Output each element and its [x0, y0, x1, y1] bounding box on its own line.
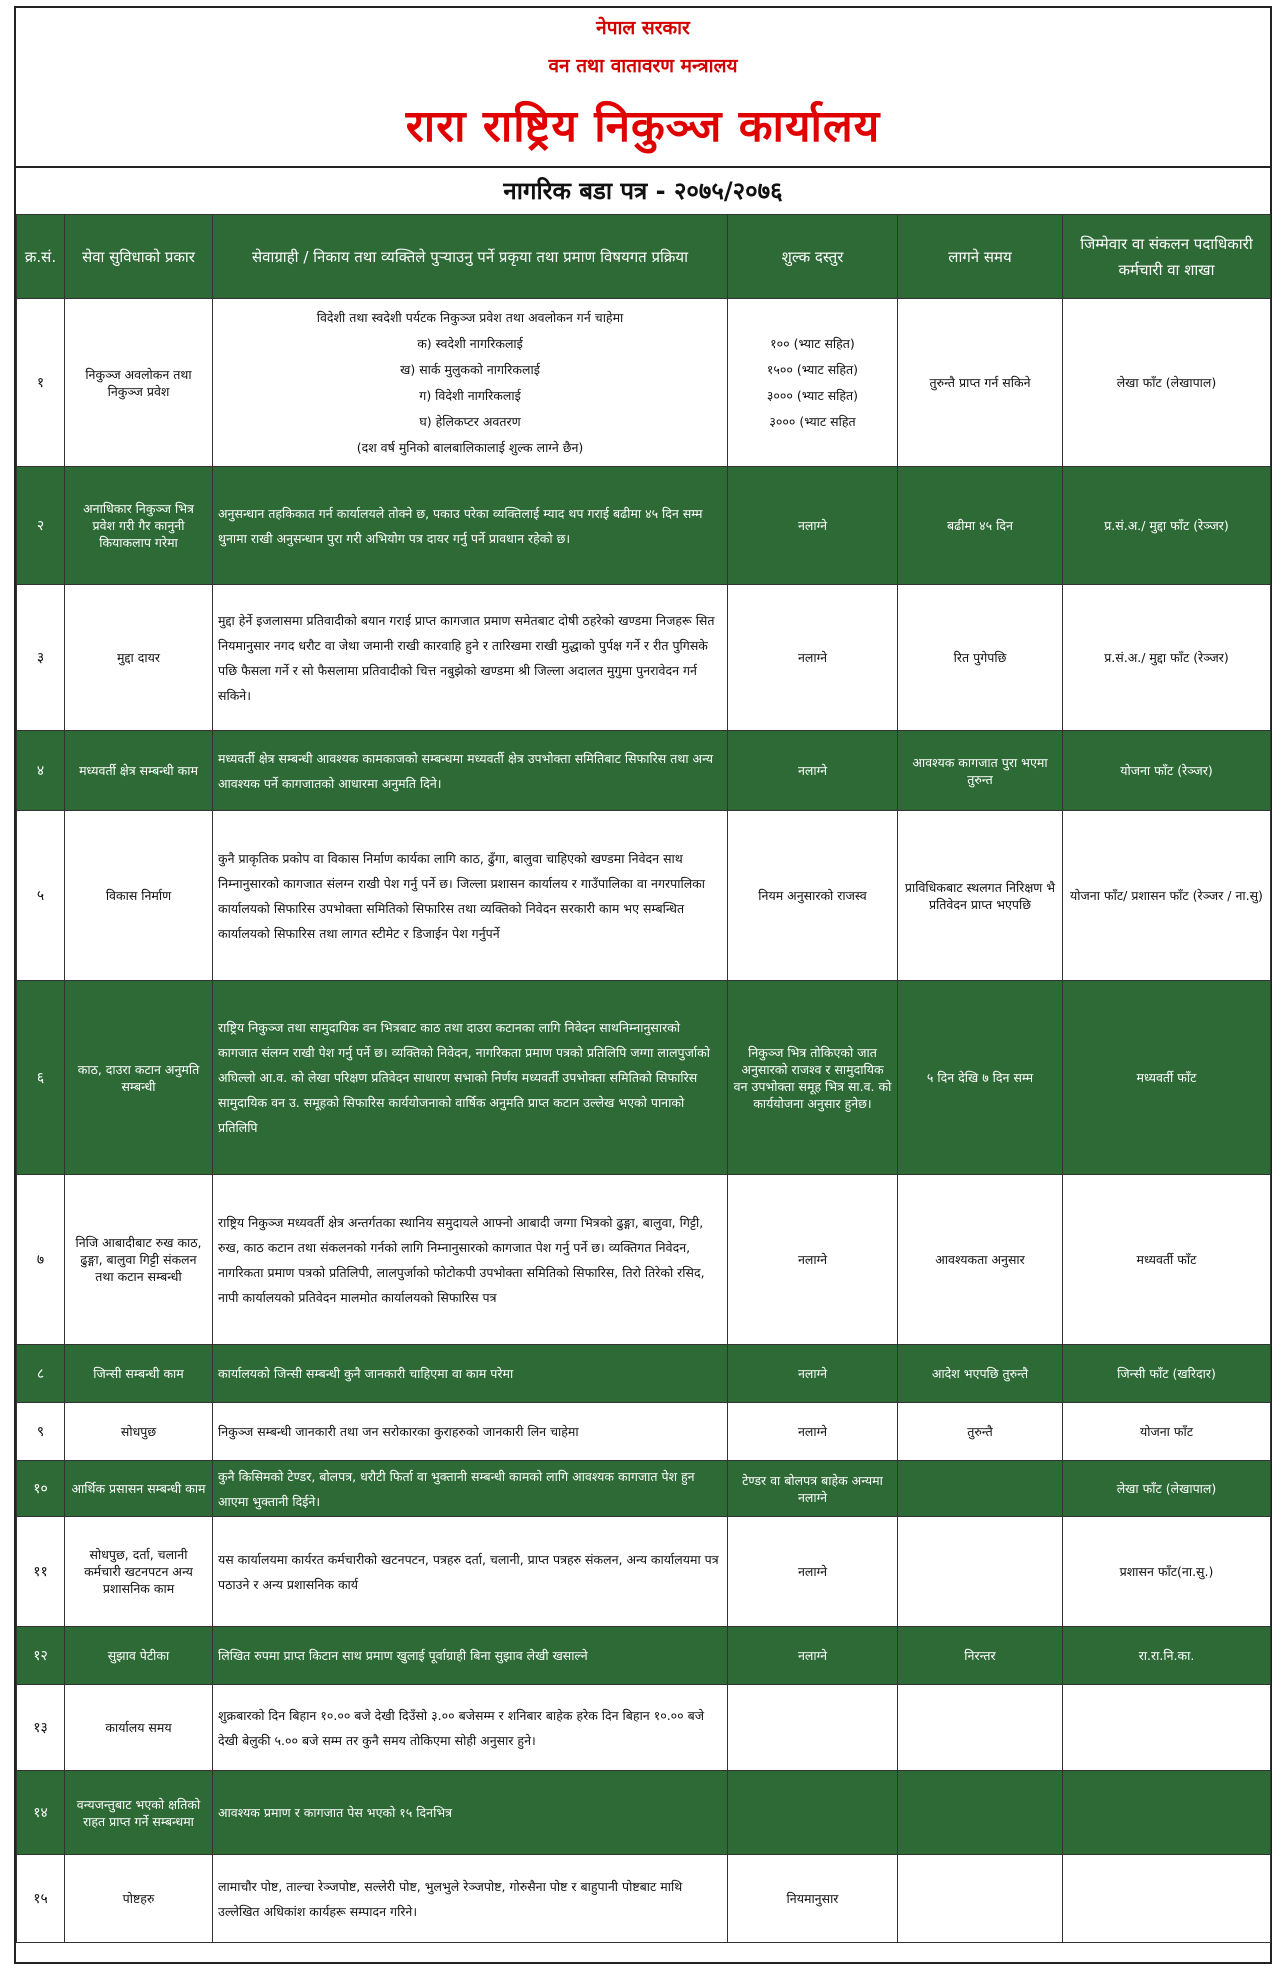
row-sn: ८: [17, 1345, 65, 1403]
row-process: आवश्यक प्रमाण र कागजात पेस भएको १५ दिनभित्र: [213, 1771, 728, 1855]
fee-line: ३००० (भ्याट सहित): [766, 387, 859, 403]
row-sn: ७: [17, 1175, 65, 1345]
col-sn: क्र.सं.: [17, 215, 65, 299]
row-time: आदेश भएपछि तुरुन्तै: [898, 1345, 1063, 1403]
row-process: लामाचौर पोष्ट, ताल्चा रेञ्जपोष्ट, सल्लेरी पोष्ट, भुलभुले रेञ्जपोष्ट, गोरुसैना पोष्ट र बाहुपानी पोष्टबाट माथि उल्लेखित अधिकांश कार्यहरू सम्पादन गरिने।: [213, 1855, 728, 1943]
row-process: कुनै किसिमको टेण्डर, बोलपत्र, धरौटी फिर्ता वा भुक्तानी सम्बन्धी कामको लागि आवश्यक कागजात पेश हुन आएमा भुक्तानी दिईने।: [213, 1461, 728, 1517]
col-responsible: जिम्मेवार वा संकलन पदाधिकारी कर्मचारी वा शाखा: [1063, 215, 1271, 299]
fee-line: १०० (भ्याट सहित): [770, 335, 855, 351]
row-time: निरन्तर: [898, 1627, 1063, 1685]
row-process: अनुसन्धान तहकिकात गर्न कार्यालयले तोक्ने छ, पकाउ परेका व्यक्तिलाई म्याद थप गराई बढीमा ४५ दिन सम्म थुनामा राखी अनुसन्धान पुरा गरी अभियोग पत्र दायर गर्नु पर्ने प्रावधान रहेको छ।: [213, 467, 728, 585]
row-service: कार्यालय समय: [65, 1685, 213, 1771]
row-fee: नलाग्ने: [728, 585, 898, 731]
row-fee: नलाग्ने: [728, 1517, 898, 1627]
table-row: [17, 1403, 1271, 1461]
row-service: पोष्टहरु: [65, 1855, 213, 1943]
table-row: [17, 1771, 1271, 1855]
row-service: निजि आबादीबाट रुख काठ, ढुङ्गा, बालुवा गिट्टी संकलन तथा कटान सम्बन्धी: [65, 1175, 213, 1345]
fee-line: १५०० (भ्याट सहित): [766, 361, 859, 377]
row-fee: टेण्डर वा बोलपत्र बाहेक अन्यमा नलाग्ने: [728, 1461, 898, 1517]
entry-line: क) स्वदेशी नागरिकलाई: [417, 335, 523, 351]
row-service: वन्यजन्तुबाट भएको क्षतिको राहत प्राप्त गर्ने सम्बन्धमा: [65, 1771, 213, 1855]
row-service: निकुञ्ज अवलोकन तथा निकुञ्ज प्रवेश: [65, 299, 213, 467]
row-sn: ९: [17, 1403, 65, 1461]
row-responsible: योजना फाँट/ प्रशासन फाँट (रेञ्जर / ना.सु): [1063, 811, 1271, 981]
row-sn: १०: [17, 1461, 65, 1517]
row-sn: ६: [17, 981, 65, 1175]
row-fee: नलाग्ने: [728, 1403, 898, 1461]
row-time: बढीमा ४५ दिन: [898, 467, 1063, 585]
row-service: सोधपुछ, दर्ता, चलानी कर्मचारी खटनपटन अन्य प्रशासनिक काम: [65, 1517, 213, 1627]
row-responsible: लेखा फाँट (लेखापाल): [1063, 299, 1271, 467]
row-time: [898, 1517, 1063, 1627]
table-row: [17, 299, 1271, 467]
table-row: [17, 811, 1271, 981]
row-fee: नलाग्ने: [728, 1345, 898, 1403]
table-row: [17, 1175, 1271, 1345]
row-sn: ११: [17, 1517, 65, 1627]
row-responsible: जिन्सी फाँट (खरिदार): [1063, 1345, 1271, 1403]
service-table: [16, 214, 1271, 1943]
row-responsible: प्रशासन फाँट(ना.सु.): [1063, 1517, 1271, 1627]
table-row: [17, 1517, 1271, 1627]
row-process: कुनै प्राकृतिक प्रकोप वा विकास निर्माण कार्यका लागि काठ, ढुँगा, बालुवा चाहिएको खण्डमा निवेदन साथ निम्नानुसारको कागजात संलग्न राखी पेश गर्नु पर्ने छ। जिल्ला प्रशासन कार्यालय र गाउँपालिका वा नगरपालिका कार्यालयको सिफारिस उपभोक्ता समितिको सिफारिस तथा व्यक्तिको निवेदन सरकारी काम भए सम्बन्धित कार्यालयको सिफारिस तथा लागत स्टीमेट र डिजाईन पेश गर्नुपर्ने: [213, 811, 728, 981]
row-time: [898, 1855, 1063, 1943]
table-row: [17, 1685, 1271, 1771]
row-service: विकास निर्माण: [65, 811, 213, 981]
row-service: काठ, दाउरा कटान अनुमति सम्बन्धी: [65, 981, 213, 1175]
fee-line: ३००० (भ्याट सहित: [769, 413, 856, 429]
row-fee: नलाग्ने: [728, 467, 898, 585]
row-responsible: रा.रा.नि.का.: [1063, 1627, 1271, 1685]
row-responsible: [1063, 1855, 1271, 1943]
row-sn: ४: [17, 731, 65, 811]
row-fee: नियमानुसार: [728, 1855, 898, 1943]
row-sn: १३: [17, 1685, 65, 1771]
ministry-name: वन तथा वातावरण मन्त्रालय: [548, 55, 738, 77]
table-row: [17, 467, 1271, 585]
row-time: तुरुन्तै प्राप्त गर्न सकिने: [898, 299, 1063, 467]
letterhead: [16, 8, 1270, 168]
row-service: मध्यवर्ती क्षेत्र सम्बन्धी काम: [65, 731, 213, 811]
row-time: [898, 1461, 1063, 1517]
col-fee: शुल्क दस्तुर: [728, 215, 898, 299]
government-name: नेपाल सरकार: [596, 17, 690, 39]
row-responsible: मध्यवर्ती फाँट: [1063, 981, 1271, 1175]
row-fee: नियम अनुसारको राजस्व: [728, 811, 898, 981]
row-service: आर्थिक प्रसासन सम्बन्धी काम: [65, 1461, 213, 1517]
col-service: सेवा सुविधाको प्रकार: [65, 215, 213, 299]
row-responsible: [1063, 1771, 1271, 1855]
row-time: ५ दिन देखि ७ दिन सम्म: [898, 981, 1063, 1175]
row-process: लिखित रुपमा प्राप्त किटान साथ प्रमाण खुलाई पूर्वाग्राही बिना सुझाव लेखी खसाल्ने: [213, 1627, 728, 1685]
entry-line: ग) विदेशी नागरिकलाई: [419, 387, 521, 403]
citizen-charter-sheet: [14, 6, 1272, 1964]
table-row: [17, 1855, 1271, 1943]
entry-line: घ) हेलिकप्टर अवतरण: [419, 413, 521, 429]
row-service: अनाधिकार निकुञ्ज भित्र प्रवेश गरी गैर कानुनी कियाकलाप गरेमा: [65, 467, 213, 585]
row-sn: १४: [17, 1771, 65, 1855]
row-process: मुद्दा हेर्ने इजलासमा प्रतिवादीको बयान गराई प्राप्त कागजात प्रमाण समेतबाट दोषी ठहरेको खण्डमा निजहरू सित नियमानुसार नगद धरौट वा जेथा जमानी राखी कारवाहि हुने र तारिखमा राखी मुद्धाको पुर्पक्ष गर्ने र रीत पुगिसके पछि फैसला गर्ने र सो फैसलामा प्रतिवादीको चित्त नबुझेको खण्डमा श्री जिल्ला अदालत मुगुमा पुनरावेदन गर्न सकिने।: [213, 585, 728, 731]
row-process: राष्ट्रिय निकुञ्ज तथा सामुदायिक वन भित्रबाट काठ तथा दाउरा कटानका लागि निवेदन साथनिम्नानुसारको कागजात संलग्न राखी पेश गर्नु पर्ने छ। व्यक्तिको निवेदन, नागरिकता प्रमाण पत्रको प्रतिलिपि जग्गा लालपुर्जाको अघिल्लो आ.व. को लेखा परिक्षण प्रतिवेदन साधारण सभाको निर्णय मध्यवर्ती उपभोक्ता समितिको सिफारिस सामुदायिक वन उ. समूहको सिफारिस कार्ययोजनाको वार्षिक अनुमति प्राप्त कटान उल्लेख भएको पानाको प्रतिलिपि: [213, 981, 728, 1175]
office-name: रारा राष्ट्रिय निकुञ्ज कार्यालय: [405, 101, 881, 152]
row-time: तुरुन्तै: [898, 1403, 1063, 1461]
row-fee: [728, 1685, 898, 1771]
row-process: [213, 299, 728, 467]
row-fee: नलाग्ने: [728, 1175, 898, 1345]
row-responsible: प्र.सं.अ./ मुद्दा फाँट (रेञ्जर): [1063, 467, 1271, 585]
row-time: प्राविधिकबाट स्थलगत निरिक्षण भै प्रतिवेदन प्राप्त भएपछि: [898, 811, 1063, 981]
row-service: मुद्दा दायर: [65, 585, 213, 731]
table-row: [17, 1627, 1271, 1685]
row-process: कार्यालयको जिन्सी सम्बन्धी कुनै जानकारी चाहिएमा वा काम परेमा: [213, 1345, 728, 1403]
table-row: [17, 731, 1271, 811]
row-time: आवश्यक कागजात पुरा भएमा तुरुन्त: [898, 731, 1063, 811]
col-time: लागने समय: [898, 215, 1063, 299]
row-sn: ३: [17, 585, 65, 731]
row-service: सोधपुछ: [65, 1403, 213, 1461]
row-sn: १२: [17, 1627, 65, 1685]
row-fee: [728, 1771, 898, 1855]
table-row: [17, 1345, 1271, 1403]
row-sn: १: [17, 299, 65, 467]
entry-line: विदेशी तथा स्वदेशी पर्यटक निकुञ्ज प्रवेश तथा अवलोकन गर्न चाहेमा: [316, 309, 624, 325]
row-sn: २: [17, 467, 65, 585]
row-process: शुक्रबारको दिन बिहान १०.०० बजे देखी दिउँसो ३.०० बजेसम्म र शनिबार बाहेक हरेक दिन बिहान १०.०० बजे देखी बेलुकी ५.०० बजे सम्म तर कुनै समय तोकिएमा सोही अनुसार हुने।: [213, 1685, 728, 1771]
row-responsible: योजना फाँट: [1063, 1403, 1271, 1461]
row-sn: १५: [17, 1855, 65, 1943]
row-service: जिन्सी सम्बन्धी काम: [65, 1345, 213, 1403]
row-time: [898, 1771, 1063, 1855]
row-service: सुझाव पेटीका: [65, 1627, 213, 1685]
row-fee: नलाग्ने: [728, 731, 898, 811]
row-sn: ५: [17, 811, 65, 981]
row-time: [898, 1685, 1063, 1771]
entry-line: (दश वर्ष मुनिको बालबालिकालाई शुल्क लाग्ने छैन): [356, 439, 584, 455]
row-process: यस कार्यालयमा कार्यरत कर्मचारीको खटनपटन, पत्रहरु दर्ता, चलानी, प्राप्त पत्रहरु संकलन, अन्य कार्यालयमा पत्र पठाउने र अन्य प्रशासनिक कार्य: [213, 1517, 728, 1627]
entry-line: ख) सार्क मुलुकको नागरिकलाई: [400, 361, 540, 377]
row-fee: नलाग्ने: [728, 1627, 898, 1685]
row-fee: [728, 299, 898, 467]
row-responsible: मध्यवर्ती फाँट: [1063, 1175, 1271, 1345]
row-time: आवश्यकता अनुसार: [898, 1175, 1063, 1345]
row-process: राष्ट्रिय निकुञ्ज मध्यवर्ती क्षेत्र अन्तर्गतका स्थानिय समुदायले आफ्नो आबादी जग्गा भित्रको ढुङ्गा, बालुवा, गिट्टी, रुख, काठ कटान तथा संकलनको गर्नको लागि निम्नानुसारको कागजात पेश गर्नु पर्ने छ। व्यक्तिगत निवेदन, नागरिकता प्रमाण पत्रको प्रतिलिपी, लालपुर्जाको फोटोकपी उपभोक्ता समितिको सिफारिस, तिरो तिरेको रसिद, नापी कार्यालयको प्रतिवेदन मालमोत कार्यालयको सिफारिस पत्र: [213, 1175, 728, 1345]
table-row: [17, 1461, 1271, 1517]
row-fee: निकुञ्ज भित्र तोकिएको जात अनुसारको राजश्व र सामुदायिक वन उपभोक्ता समूह भित्र सा.व. को कार्ययोजना अनुसार हुनेछ।: [728, 981, 898, 1175]
row-time: रित पुगेपछि: [898, 585, 1063, 731]
charter-title: नागरिक बडा पत्र - २०७५/२०७६: [503, 177, 783, 205]
row-responsible: लेखा फाँट (लेखापाल): [1063, 1461, 1271, 1517]
row-process: निकुञ्ज सम्बन्धी जानकारी तथा जन सरोकारका कुराहरुको जानकारी लिन चाहेमा: [213, 1403, 728, 1461]
table-row: [17, 585, 1271, 731]
row-responsible: प्र.सं.अ./ मुद्दा फाँट (रेञ्जर): [1063, 585, 1271, 731]
col-process: सेवाग्राही / निकाय तथा व्यक्तिले पुऱ्याउनु पर्ने प्रकृया तथा प्रमाण विषयगत प्रक्रिया: [213, 215, 728, 299]
row-process: मध्यवर्ती क्षेत्र सम्बन्धी आवश्यक कामकाजको सम्बन्धमा मध्यवर्ती क्षेत्र उपभोक्ता समितिबाट सिफारिस तथा अन्य आवश्यक पर्ने कागजातको आधारमा अनुमति दिने।: [213, 731, 728, 811]
table-row: [17, 981, 1271, 1175]
row-responsible: [1063, 1685, 1271, 1771]
row-responsible: योजना फाँट (रेञ्जर): [1063, 731, 1271, 811]
table-header-row: [17, 215, 1271, 299]
